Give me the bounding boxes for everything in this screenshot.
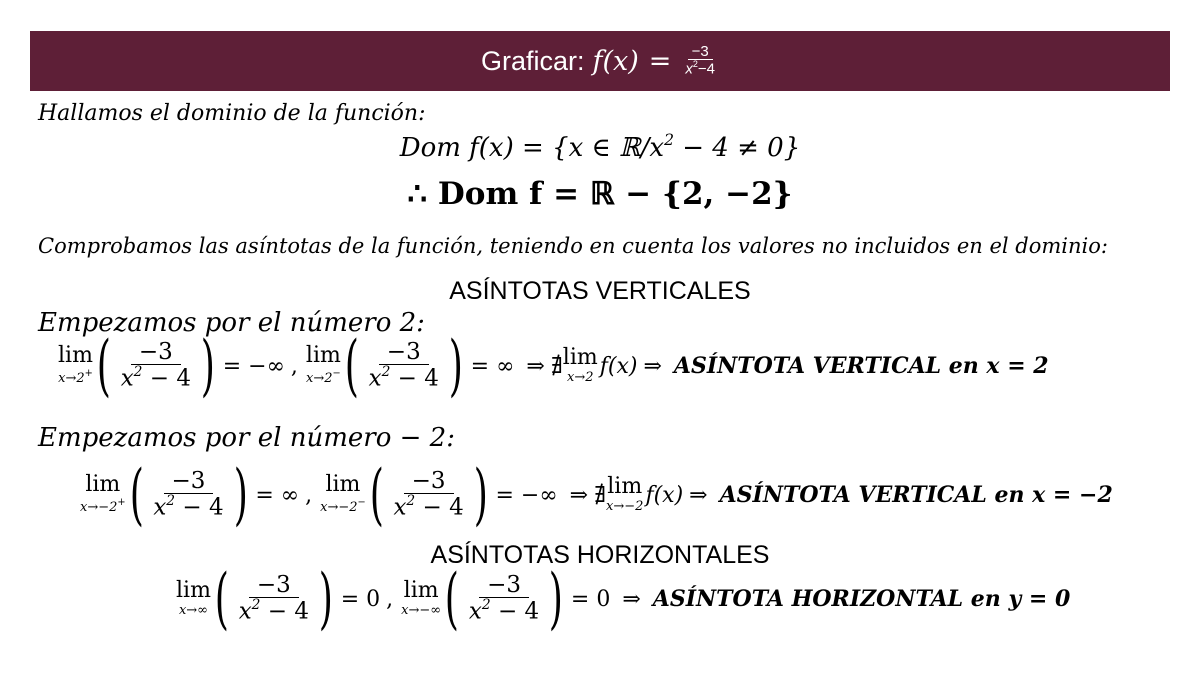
fraction: $\frac{-3}{x^2 - 4}$: [120, 338, 191, 392]
banner-numerator: −3: [688, 44, 713, 61]
domain-intro: Hallamos el dominio de la función:: [38, 101, 426, 126]
conclusion-vertical-minus-2: ASÍNTOTA VERTICAL en x = −2: [719, 482, 1113, 508]
fraction: $\frac{-3}{x^2 - 4}$: [238, 571, 309, 625]
vertical-asymptotes-heading: ASÍNTOTAS VERTICALES: [449, 277, 751, 305]
limits-row-2: lim x→2+ ( $\frac{-3}{x^2 - 4}$ ) = −∞ , lim x→2− ( $\frac{-3}{x^2 - 4}$ ) = ∞ ⇒ ∄ lim x→2 f(x) ⇒ ASÍNTOTA VERTICAL en x = 2: [58, 327, 1049, 404]
fraction: $\frac{-3}{x^2 - 4}$: [468, 571, 540, 625]
limit-plus-infinity: lim x→∞: [176, 577, 211, 618]
limit-minus-infinity: lim x→−∞: [401, 577, 442, 618]
limits-row-minus-2: lim x→−2+ ( $\frac{-3}{x^2 - 4}$ ) = ∞ , lim x→−2− ( $\frac{-3}{x^2 - 4}$ ) = −∞ ⇒ ∄ lim x→−2 f(x) ⇒ ASÍNTOTA VERTICAL en x = −2: [80, 456, 1113, 533]
limit-2-minus: lim x→2−: [305, 343, 341, 387]
banner-equals: =: [648, 45, 672, 77]
limit-minus-2-plus: lim x→−2+: [80, 472, 126, 516]
limit-minus-2: lim x→−2: [606, 473, 644, 514]
banner-denominator: $x^2-4$: [685, 59, 716, 78]
banner-fx: f(x): [592, 45, 639, 77]
conclusion-horizontal: ASÍNTOTA HORIZONTAL en y = 0: [652, 586, 1071, 612]
intro-number-2: Empezamos por el número 2:: [38, 308, 425, 338]
intro-number-minus-2: Empezamos por el número − 2:: [38, 423, 455, 453]
fraction: $\frac{-3}{x^2 - 4}$: [153, 467, 224, 521]
limits-row-infinity: lim x→∞ ( $\frac{-3}{x^2 - 4}$ ) = 0 , lim x→−∞ ( $\frac{-3}{x^2 - 4}$ ) = 0 ⇒ ASÍNTOTA HORIZONTAL en y = 0: [176, 560, 1071, 637]
fraction: $\frac{-3}{x^2 - 4}$: [368, 338, 439, 392]
domain-result: ∴ Dom f = ℝ − {2, −2}: [407, 176, 793, 212]
banner-fraction: [681, 44, 719, 79]
asymptote-check-text: Comprobamos las asíntotas de la función, teniendo en cuenta los valores no incluidos en el dominio:: [38, 234, 1108, 258]
title-banner: [30, 31, 1170, 91]
limit-2-plus: lim x→2+: [58, 343, 93, 387]
conclusion-vertical-2: ASÍNTOTA VERTICAL en x = 2: [673, 353, 1049, 379]
banner-prefix: Graficar:: [480, 45, 585, 76]
horizontal-asymptotes-heading: ASÍNTOTAS HORIZONTALES: [430, 541, 770, 569]
limit-2: lim x→2: [562, 344, 598, 385]
limit-minus-2-minus: lim x→−2−: [320, 472, 366, 516]
domain-definition: Dom f(x) = {x ∈ $ℝ/x^2 - 4 \ne 0$}: [399, 131, 801, 163]
fraction: $\frac{-3}{x^2 - 4}$: [393, 467, 464, 521]
